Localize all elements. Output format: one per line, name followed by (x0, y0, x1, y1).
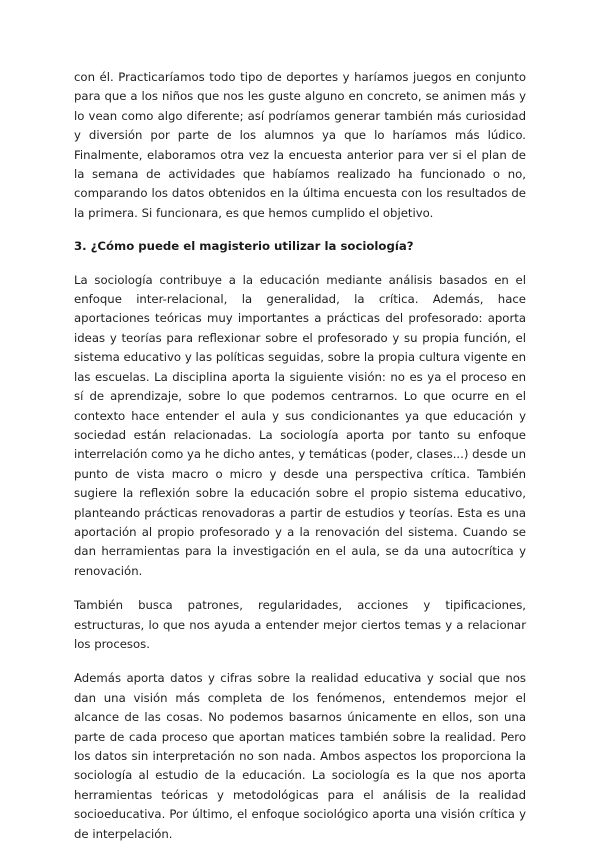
paragraph-patterns: También busca patrones, regularidades, acciones y tipificaciones, estructuras, lo que nos ayuda a entender mejor ciertos temas y a relacionar los procesos. (74, 598, 526, 651)
paragraph-data-figures: Además aporta datos y cifras sobre la realidad educativa y social que nos dan una visión más completa de los fenómenos, entendemos mejor el alcance de las cosas. No podemos basarnos únicamente en ellos, son una parte de cada proceso que aportan matices también sobre la realidad. Pero los datos sin interpretación no son nada. Ambos aspectos los proporciona la sociología al estudio de la educación. La sociología es la que nos aporta herramientas teóricas y metodológicas para el análisis de la realidad socioeducativa. Por último, el enfoque sociológico aporta una visión crítica y de interpelación. (74, 671, 526, 841)
section-heading: 3. ¿Cómo puede el magisterio utilizar la sociología? (74, 239, 414, 254)
intro-paragraph: con él. Practicaríamos todo tipo de deportes y haríamos juegos en conjunto para que a los niños que nos les guste alguno en concreto, se animen más y lo vean como algo diferente; así podríamos generar también más curiosidad y diversión por parte de los alumnos ya que lo haríamos más lúdico. Finalmente, elaboramos otra vez la encuesta anterior para ver si el plan de la semana de actividades que habíamos realizado ha funcionado o no, comparando los datos obtenidos en la última encuesta con los resultados de la primera. Si funcionara, es que hemos cumplido el objetivo. (74, 70, 526, 220)
paragraph-sociology-contribution: La sociología contribuye a la educación mediante análisis basados en el enfoque inter-relacional, la generalidad, la crítica. Además, hace aportaciones teóricas muy importantes a prácticas del profesorado: aporta ideas y teorías para reflexionar sobre el profesorado y su propia función, el sistema educativo y las políticas seguidas, sobre la propia cultura vigente en las escuelas. La disciplina aporta la siguiente visión: no es ya el proceso en sí de aprendizaje, sobre lo que podemos centrarnos. Lo que ocurre en el contexto hace entender el aula y sus condicionantes ya que educación y sociedad están relacionadas. La sociología aporta por tanto su enfoque interrelación como ya he dicho antes, y temáticas (poder, clases...) desde un punto de vista macro o micro y desde una perspectiva crítica. También sugiere la reflexión sobre la educación sobre el propio sistema educativo, planteando prácticas renovadoras a partir de estudios y teorías. Esta es una aportación al propio profesorado y a la renovación del sistema. Cuando se dan herramientas para la investigación en el aula, se da una autocrítica y renovación. (74, 272, 526, 578)
